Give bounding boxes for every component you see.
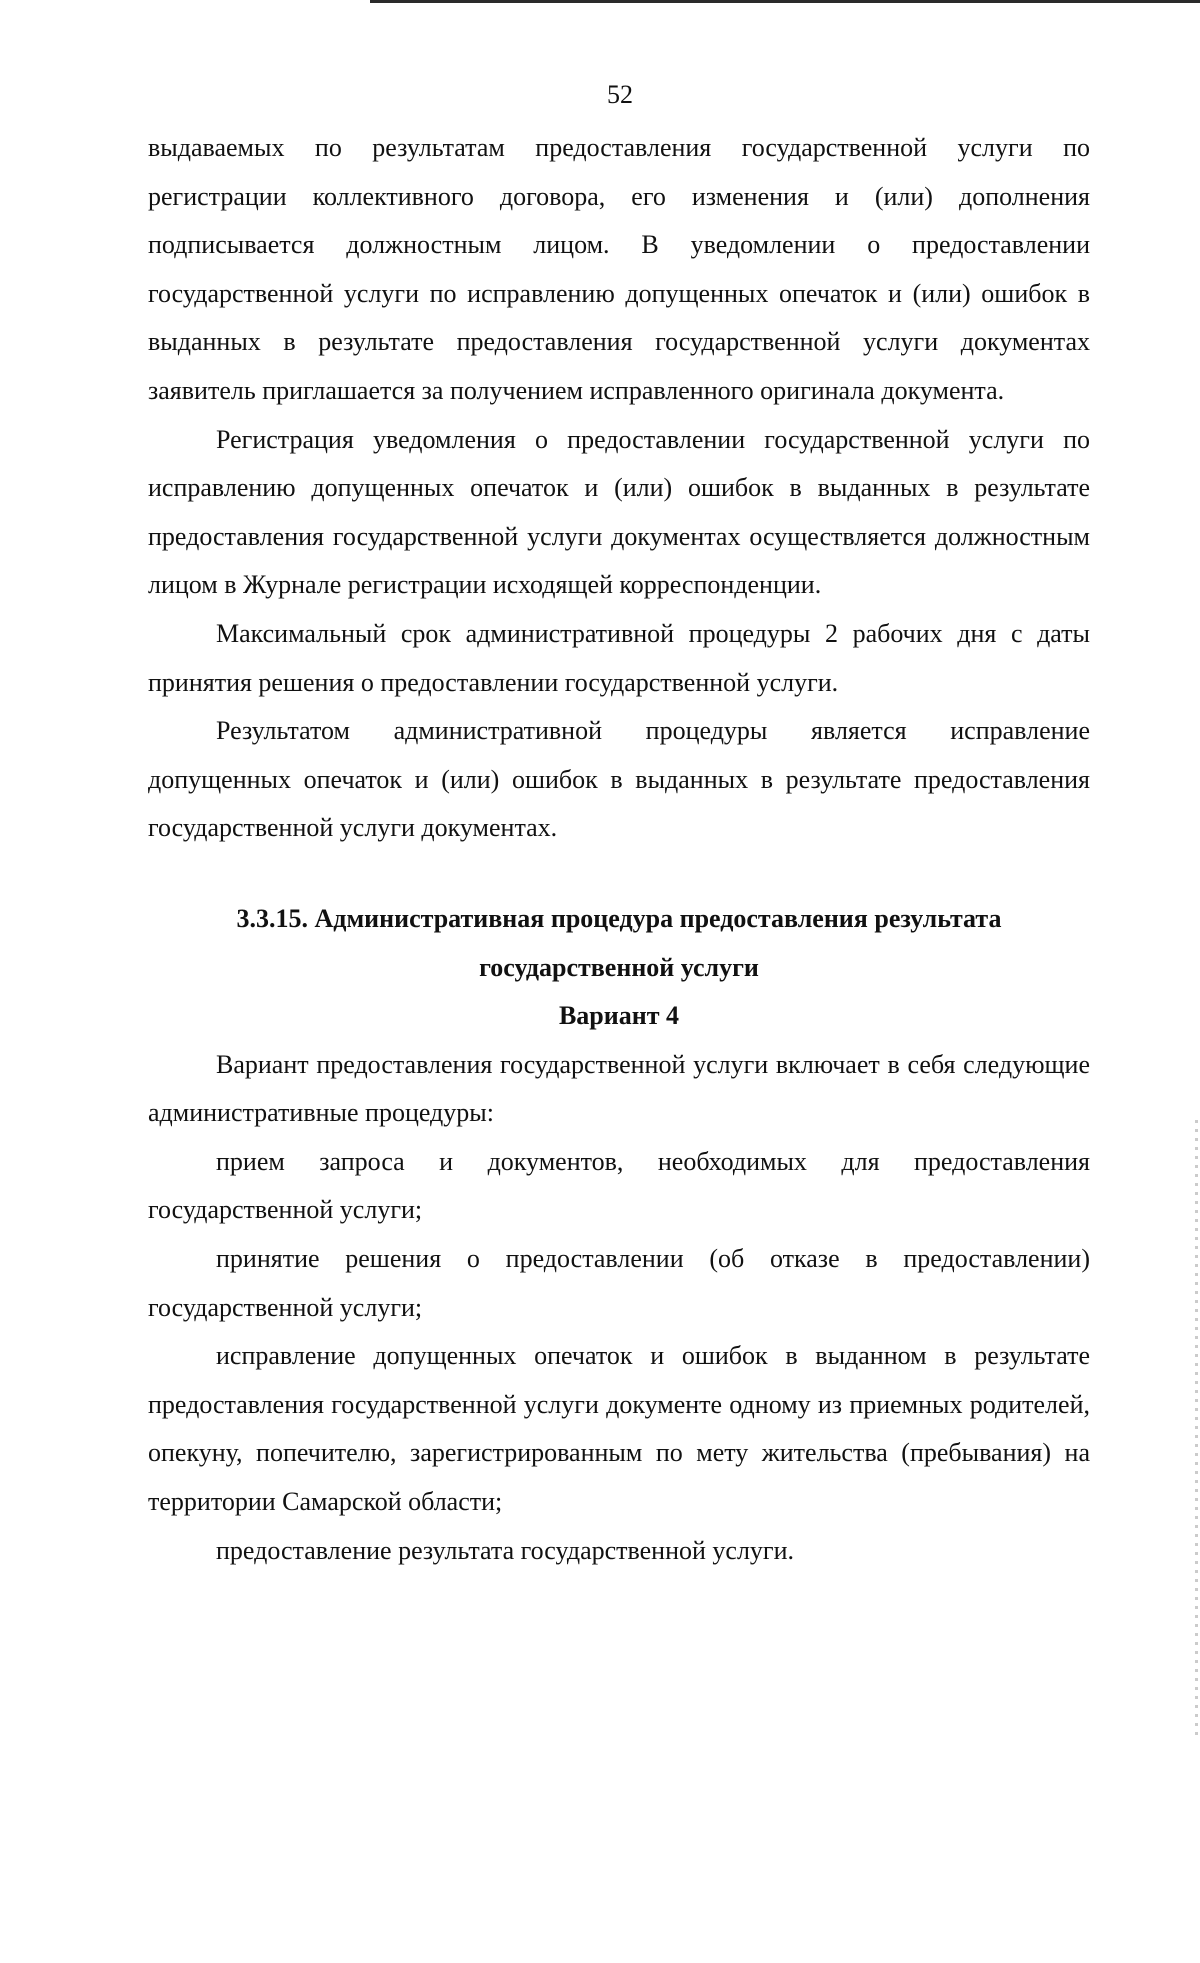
- section-heading-line1: 3.3.15. Административная процедура предоставления результата: [236, 903, 1002, 933]
- list-item-reception: прием запроса и документов, необходимых для предоставления государственной услуги;: [148, 1146, 1090, 1225]
- page-number: 52: [607, 80, 633, 109]
- paragraph-max-term: Максимальный срок административной процедуры 2 рабочих дня с даты принятия решения о предоставлении государственной услуги.: [148, 618, 1090, 697]
- scan-edge-right: [1195, 1120, 1198, 1740]
- list-item-result-delivery: предоставление результата государственной услуги.: [216, 1535, 795, 1565]
- list-item-decision: принятие решения о предоставлении (об отказе в предоставлении) государственной услуги;: [148, 1244, 1090, 1322]
- scan-edge-top: [370, 0, 1200, 3]
- list-item-correction: исправление допущенных опечаток и ошибок в выданном в результате предоставления государственной услуги документе одному из приемных родителей, опекуну, попечителю, зарегистрированным по мету жительства (пребывания) на территории Самарской области;: [148, 1341, 1090, 1517]
- document-body: [148, 124, 1090, 1575]
- section-heading-line2: государственной услуги: [479, 952, 759, 982]
- paragraph-continuation: выдаваемых по результатам предоставления государственной услуги по регистрации коллективного договора, его изменения и (или) дополнения подписывается должностным лицом. В уведомлении о предоставлении государственной услуги по исправлению допущенных опечаток и (или) ошибок в выданных в результате предоставления государственной услуги документах заявитель приглашается за получением исправленного оригинала документа.: [148, 133, 1090, 405]
- paragraph-result: Результатом административной процедуры является исправление допущенных опечаток и (или) ошибок в выданных в результате предоставления государственной услуги документах.: [148, 716, 1090, 843]
- paragraph-variant-intro: Вариант предоставления государственной услуги включает в себя следующие административные процедуры:: [148, 1049, 1090, 1128]
- paragraph-registration: Регистрация уведомления о предоставлении государственной услуги по исправлению допущенных опечаток и (или) ошибок в выданных в результате предоставления государственной услуги документах осуществляется должностным лицом в Журнале регистрации исходящей корреспонденции.: [148, 424, 1090, 600]
- variant-title: Вариант 4: [558, 1001, 680, 1031]
